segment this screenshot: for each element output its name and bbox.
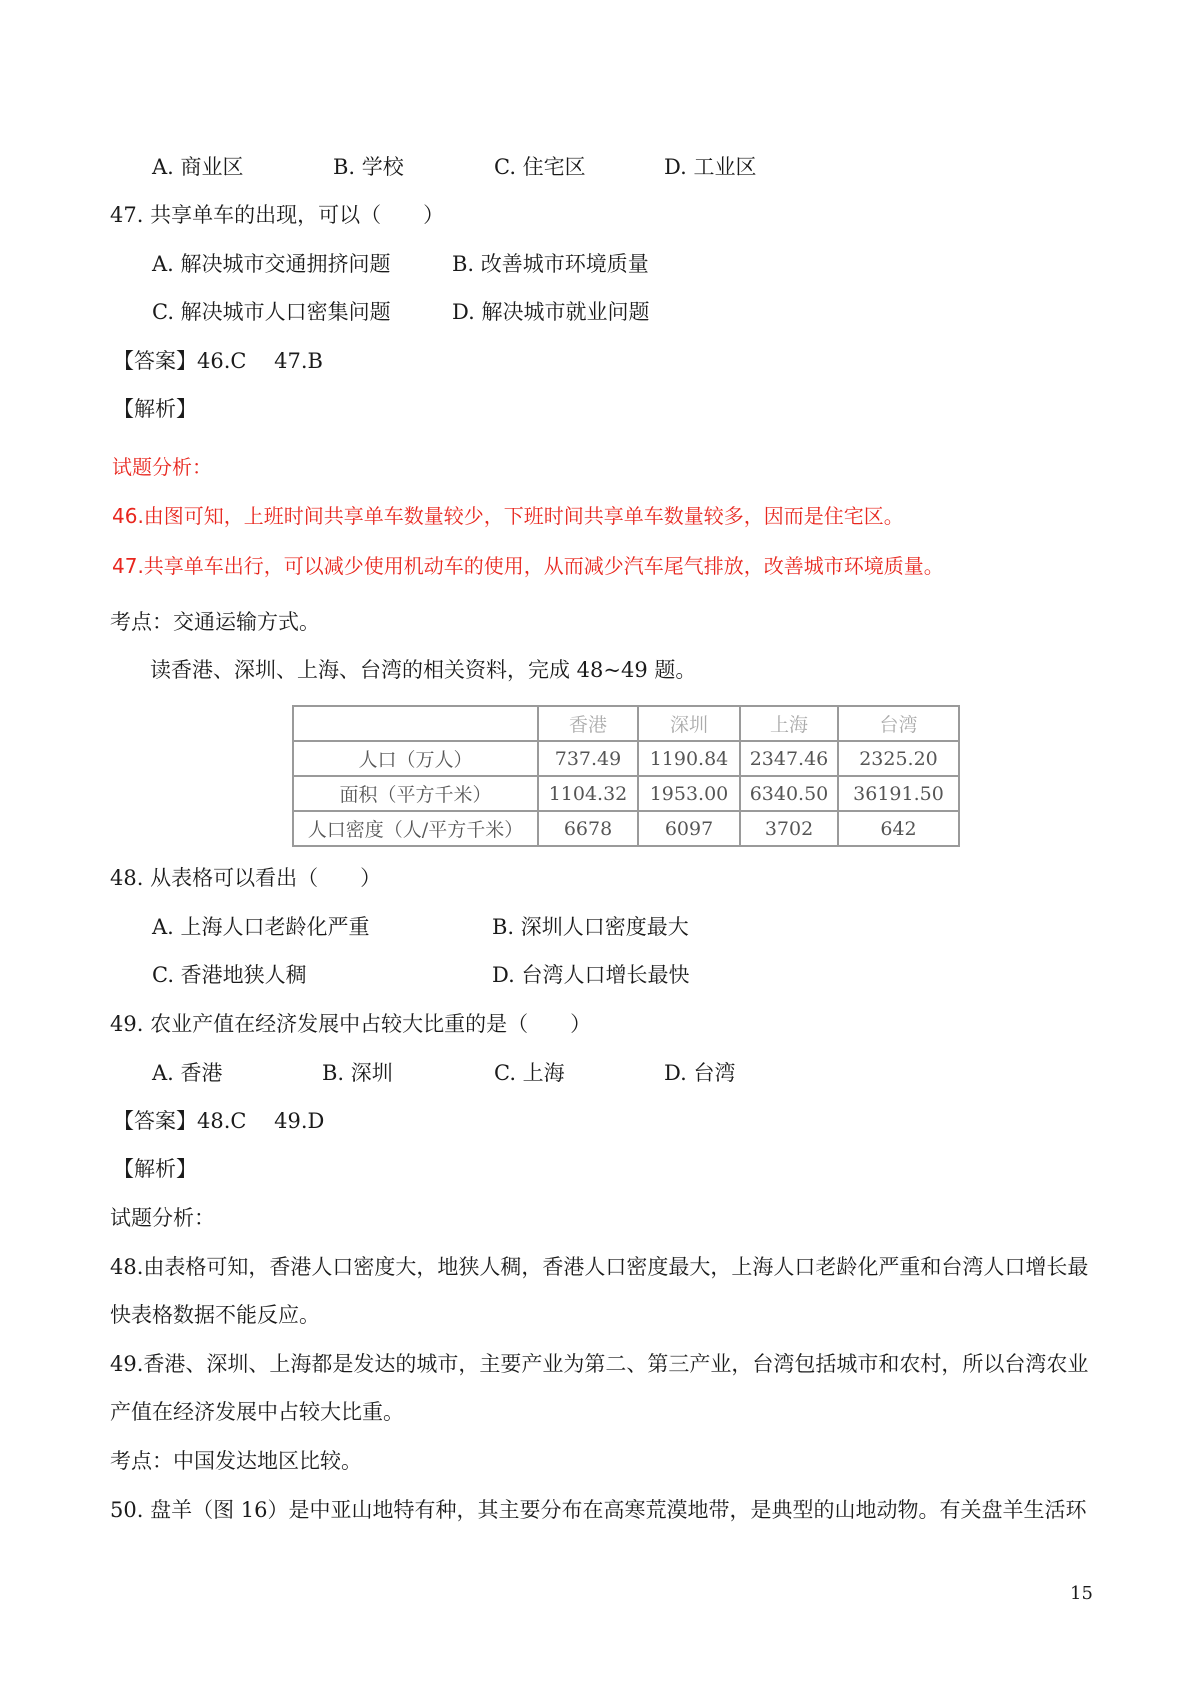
table-header-cell: 深圳	[638, 706, 740, 741]
q49-option-a: A. 香港	[152, 1061, 223, 1085]
table-cell: 6097	[638, 811, 740, 846]
table-cell: 1104.32	[538, 776, 638, 811]
q46-option-d: D. 工业区	[664, 155, 757, 179]
q49-option-c: C. 上海	[494, 1061, 565, 1085]
q46-option-c: C. 住宅区	[494, 155, 586, 179]
table-row	[293, 811, 959, 846]
table-cell: 人口密度（人/平方千米）	[293, 811, 538, 846]
q47-option-d: D. 解决城市就业问题	[452, 300, 650, 324]
analysis-title-1: 试题分析：	[112, 455, 212, 479]
table-cell: 737.49	[538, 741, 638, 776]
q48-option-a: A. 上海人口老龄化严重	[152, 915, 370, 939]
analysis-49-line-2: 产值在经济发展中占较大比重。	[110, 1400, 404, 1424]
analysis-label-1: 【解析】	[113, 397, 197, 421]
table-row	[293, 741, 959, 776]
q46-option-a: A. 商业区	[152, 155, 244, 179]
table-cell: 1953.00	[638, 776, 740, 811]
q50-stem: 50. 盘羊（图 16）是中亚山地特有种，其主要分布在高寒荒漠地带，是典型的山地动物。有关盘羊生活环	[110, 1498, 1087, 1522]
intro-48-49: 读香港、深圳、上海、台湾的相关资料，完成 48~49 题。	[150, 658, 697, 682]
analysis-47: 47.共享单车出行，可以减少使用机动车的使用，从而减少汽车尾气排放，改善城市环境质量。	[112, 554, 944, 578]
q48-option-b: B. 深圳人口密度最大	[492, 915, 689, 939]
q48-stem: 48. 从表格可以看出（ ）	[110, 866, 382, 890]
q49-option-d: D. 台湾	[664, 1061, 736, 1085]
q49-option-b: B. 深圳	[322, 1061, 393, 1085]
table-cell: 2347.46	[740, 741, 838, 776]
analysis-48-line-2: 快表格数据不能反应。	[110, 1303, 320, 1327]
kaodian-2: 考点：中国发达地区比较。	[110, 1449, 362, 1473]
analysis-title-2: 试题分析：	[110, 1206, 215, 1230]
table-header-cell	[293, 706, 538, 741]
table-row	[293, 776, 959, 811]
q48-option-c: C. 香港地狭人稠	[152, 963, 307, 987]
q47-option-b: B. 改善城市环境质量	[452, 252, 649, 276]
analysis-49-line-1: 49.香港、深圳、上海都是发达的城市，主要产业为第二、第三产业，台湾包括城市和农村，所以台湾农业	[110, 1352, 1089, 1376]
table-cell: 面积（平方千米）	[293, 776, 538, 811]
q48-option-d: D. 台湾人口增长最快	[492, 963, 690, 987]
table-cell: 3702	[740, 811, 838, 846]
table-cell: 2325.20	[838, 741, 959, 776]
answer-46-47: 【答案】46.C 47.B	[113, 349, 323, 373]
table-cell: 642	[838, 811, 959, 846]
table-header-cell: 上海	[740, 706, 838, 741]
page-number: 15	[1070, 1583, 1093, 1604]
table-cell: 6340.50	[740, 776, 838, 811]
data-table	[292, 705, 960, 847]
q46-option-b: B. 学校	[333, 155, 404, 179]
table-cell: 6678	[538, 811, 638, 846]
analysis-46: 46.由图可知，上班时间共享单车数量较少，下班时间共享单车数量较多，因而是住宅区。	[112, 504, 904, 528]
answer-48-49: 【答案】48.C 49.D	[113, 1109, 325, 1133]
analysis-48-line-1: 48.由表格可知，香港人口密度大，地狭人稠，香港人口密度最大，上海人口老龄化严重和台湾人口增长最	[110, 1255, 1089, 1279]
q47-option-a: A. 解决城市交通拥挤问题	[152, 252, 391, 276]
table-cell: 36191.50	[838, 776, 959, 811]
table-header-row	[293, 706, 959, 741]
table-header-cell: 台湾	[838, 706, 959, 741]
analysis-label-2: 【解析】	[113, 1157, 197, 1181]
table-cell: 1190.84	[638, 741, 740, 776]
kaodian-1: 考点：交通运输方式。	[110, 610, 320, 634]
q49-stem: 49. 农业产值在经济发展中占较大比重的是（ ）	[110, 1012, 592, 1036]
q47-stem: 47. 共享单车的出现，可以（ ）	[110, 203, 445, 227]
q47-option-c: C. 解决城市人口密集问题	[152, 300, 391, 324]
table-header-cell: 香港	[538, 706, 638, 741]
table-cell: 人口（万人）	[293, 741, 538, 776]
